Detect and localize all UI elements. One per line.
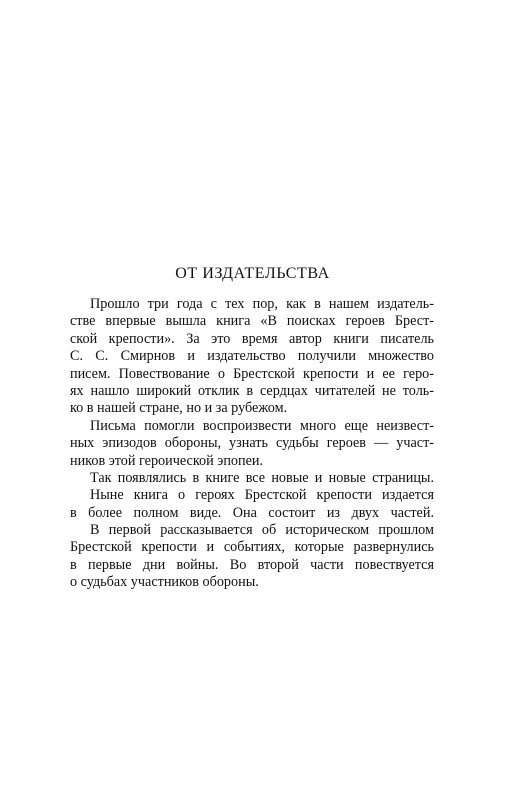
text-line: Прошло три года с тех пор, как в нашем издатель- [90,296,434,312]
text-line: Письма помогли воспроизвести много еще неизвест- [90,417,434,434]
text-line: ко в нашей стране, но и за рубежом. [70,400,288,417]
text-line: в первые дни войны. Во второй части повествуется [70,556,434,573]
text-line: Ныне книга о героях Брестской крепости издается [90,487,434,504]
text-line: ской крепости». За это время автор книги писатель [70,330,434,347]
preface-text [70,296,434,592]
page-heading: ОТ ИЗДАТЕЛЬСТВА [175,265,330,282]
text-line: ников этой героической эпопеи. [70,452,264,469]
text-line: С. С. Смирнов и издательство получили множество [70,348,434,365]
text-line: в более полном виде. Она состоит из двух частей. [70,504,434,521]
text-line: стве впервые вышла книга «В поисках героев Брест- [70,313,434,330]
text-line: о судьбах участников обороны. [70,574,259,591]
text-line: ных эпизодов обороны, узнать судьбы героев — участ- [70,435,434,452]
text-line: ях нашло широкий отклик в сердцах читателей не толь- [70,382,434,399]
text-line: Так появлялись в книге все новые и новые страницы. [90,469,434,486]
text-line: В первой рассказывается об историческом прошлом [90,522,434,539]
text-line: Брестской крепости и событиях, которые развернулись [70,539,434,556]
text-line: писем. Повествование о Брестской крепости и ее геро- [70,365,434,382]
